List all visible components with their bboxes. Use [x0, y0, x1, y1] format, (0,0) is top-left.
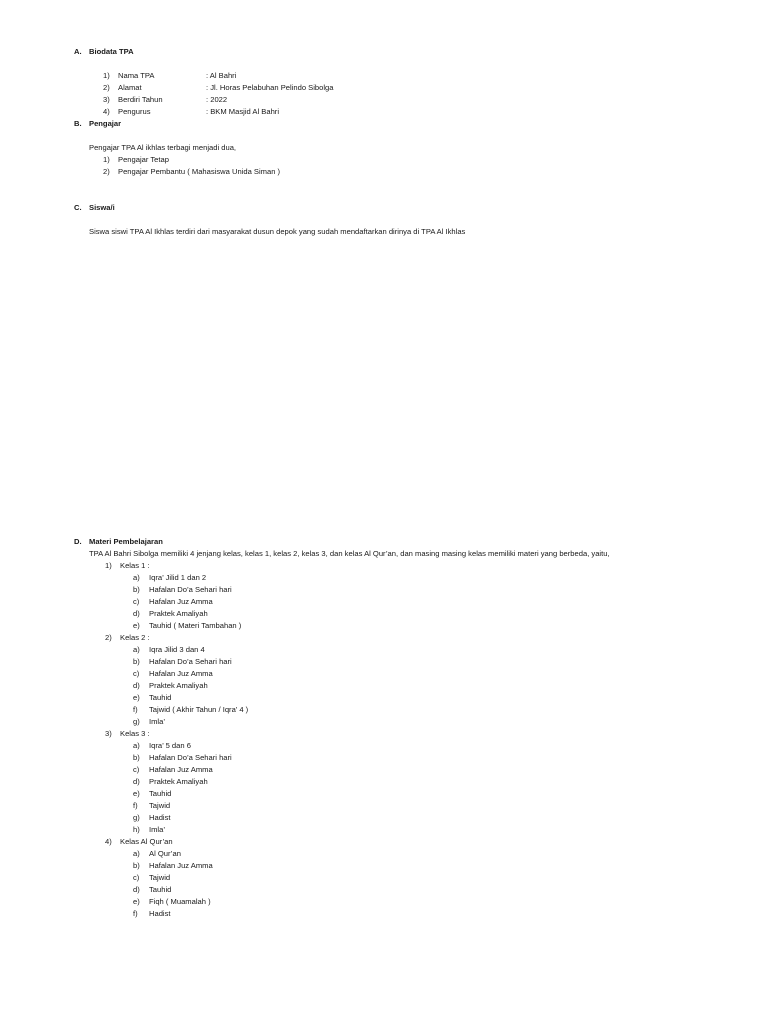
materi-letter: d) [133, 609, 140, 618]
materi-text: Hafalan Do’a Sehari hari [149, 657, 232, 666]
kelas-number: 3) [105, 729, 112, 738]
biodata-list [103, 70, 403, 118]
section-c-title: Siswa/i [89, 203, 115, 212]
kelas-heading [105, 728, 505, 740]
materi-text: Iqra Jilid 3 dan 4 [149, 645, 205, 654]
materi-item [105, 812, 505, 824]
section-a-letter: A. [74, 47, 82, 56]
materi-letter: c) [133, 873, 140, 882]
kelas-number: 1) [105, 561, 112, 570]
materi-letter: b) [133, 753, 140, 762]
materi-item [105, 644, 505, 656]
materi-letter: a) [133, 741, 140, 750]
biodata-row [103, 106, 403, 118]
materi-text: Praktek Amaliyah [149, 681, 208, 690]
biodata-number: 1) [103, 71, 110, 80]
materi-letter: c) [133, 765, 140, 774]
biodata-number: 2) [103, 83, 110, 92]
materi-letter: c) [133, 597, 140, 606]
materi-letter: h) [133, 825, 140, 834]
kelas-name: Kelas 1 : [120, 561, 150, 570]
materi-text: Tauhid ( Materi Tambahan ) [149, 621, 242, 630]
kelas-number: 2) [105, 633, 112, 642]
materi-text: Imla’ [149, 717, 166, 726]
materi-letter: g) [133, 813, 140, 822]
pengajar-row [103, 154, 403, 166]
kelas-heading [105, 836, 505, 848]
materi-text: Tauhid [149, 789, 172, 798]
materi-text: Iqra’ Jilid 1 dan 2 [149, 573, 207, 582]
siswa-text: Siswa siswi TPA Al Ikhlas terdiri dari masyarakat dusun depok yang sudah mendaftarkan dirinya di TPA Al Ikhlas [89, 227, 466, 236]
materi-letter: b) [133, 861, 140, 870]
materi-text: Hafalan Juz Amma [149, 597, 213, 606]
materi-text: Hafalan Juz Amma [149, 669, 213, 678]
materi-item [105, 680, 505, 692]
biodata-number: 3) [103, 95, 110, 104]
kelas-name: Kelas 3 : [120, 729, 150, 738]
biodata-value: : Al Bahri [206, 71, 237, 80]
pengajar-number: 2) [103, 167, 110, 176]
materi-item [105, 896, 505, 908]
materi-letter: d) [133, 777, 140, 786]
materi-letter: e) [133, 789, 140, 798]
kelas-heading [105, 560, 505, 572]
materi-text: Tajwid [149, 873, 171, 882]
materi-letter: e) [133, 621, 140, 630]
materi-text: Praktek Amaliyah [149, 609, 208, 618]
pengajar-text: Pengajar Pembantu ( Mahasiswa Unida Siman ) [118, 167, 281, 176]
materi-text: Hadist [149, 909, 171, 918]
section-c-letter: C. [74, 203, 82, 212]
kelas-number: 4) [105, 837, 112, 846]
pengajar-list [103, 154, 403, 178]
materi-item [105, 668, 505, 680]
materi-letter: d) [133, 885, 140, 894]
materi-item [105, 692, 505, 704]
materi-item [105, 872, 505, 884]
materi-text: Al Qur’an [149, 849, 181, 858]
materi-letter: a) [133, 645, 140, 654]
materi-text: Tauhid [149, 693, 172, 702]
biodata-label: Alamat [118, 83, 142, 92]
materi-letter: d) [133, 681, 140, 690]
materi-item [105, 824, 505, 836]
biodata-label: Pengurus [118, 107, 151, 116]
materi-letter: f) [133, 801, 138, 810]
kelas-name: Kelas 2 : [120, 633, 150, 642]
materi-item [105, 608, 505, 620]
biodata-row [103, 70, 403, 82]
materi-text: Hafalan Do’a Sehari hari [149, 585, 232, 594]
biodata-value: : Jl. Horas Pelabuhan Pelindo Sibolga [206, 83, 334, 92]
pengajar-text: Pengajar Tetap [118, 155, 169, 164]
section-b-letter: B. [74, 119, 82, 128]
section-a-title: Biodata TPA [89, 47, 134, 56]
kelas-name: Kelas Al Qur’an [120, 837, 173, 846]
materi-letter: f) [133, 705, 138, 714]
materi-letter: g) [133, 717, 140, 726]
materi-item [105, 908, 505, 920]
materi-letter: f) [133, 909, 138, 918]
materi-text: Fiqh ( Muamalah ) [149, 897, 211, 906]
materi-item [105, 596, 505, 608]
biodata-row [103, 82, 403, 94]
materi-text: Tajwid ( Akhir Tahun / Iqra’ 4 ) [149, 705, 249, 714]
section-d-title: Materi Pembelajaran [89, 537, 163, 546]
pengajar-number: 1) [103, 155, 110, 164]
materi-text: Hafalan Juz Amma [149, 765, 213, 774]
materi-letter: a) [133, 849, 140, 858]
materi-text: Tauhid [149, 885, 172, 894]
kelas-list [105, 560, 505, 920]
materi-text: Hafalan Juz Amma [149, 861, 213, 870]
materi-text: Tajwid [149, 801, 171, 810]
materi-item [105, 584, 505, 596]
materi-item [105, 656, 505, 668]
materi-item [105, 848, 505, 860]
biodata-label: Nama TPA [118, 71, 155, 80]
materi-letter: a) [133, 573, 140, 582]
materi-item [105, 788, 505, 800]
section-d-letter: D. [74, 537, 82, 546]
materi-item [105, 860, 505, 872]
materi-item [105, 572, 505, 584]
pengajar-row [103, 166, 403, 178]
materi-letter: e) [133, 693, 140, 702]
materi-text: Iqra’ 5 dan 6 [149, 741, 191, 750]
materi-item [105, 740, 505, 752]
materi-text: Praktek Amaliyah [149, 777, 208, 786]
materi-item [105, 704, 505, 716]
materi-item [105, 620, 505, 632]
materi-item [105, 716, 505, 728]
materi-item [105, 776, 505, 788]
materi-letter: b) [133, 657, 140, 666]
materi-item [105, 884, 505, 896]
pengajar-intro: Pengajar TPA Al ikhlas terbagi menjadi dua, [89, 143, 237, 152]
materi-letter: b) [133, 585, 140, 594]
materi-text: Hafalan Do’a Sehari hari [149, 753, 232, 762]
biodata-number: 4) [103, 107, 110, 116]
kelas-heading [105, 632, 505, 644]
materi-item [105, 764, 505, 776]
biodata-value: : BKM Masjid Al Bahri [206, 107, 280, 116]
materi-letter: c) [133, 669, 140, 678]
materi-text: Imla’ [149, 825, 166, 834]
materi-item [105, 752, 505, 764]
materi-item [105, 800, 505, 812]
biodata-label: Berdiri Tahun [118, 95, 163, 104]
biodata-row [103, 94, 403, 106]
materi-letter: e) [133, 897, 140, 906]
section-b-title: Pengajar [89, 119, 122, 128]
materi-text: Hadist [149, 813, 171, 822]
materi-intro: TPA Al Bahri Sibolga memiliki 4 jenjang kelas, kelas 1, kelas 2, kelas 3, dan kelas Al Qur’an, dan masing masing kelas memiliki materi yang berbeda, yaitu, [89, 549, 610, 558]
biodata-value: : 2022 [206, 95, 228, 104]
